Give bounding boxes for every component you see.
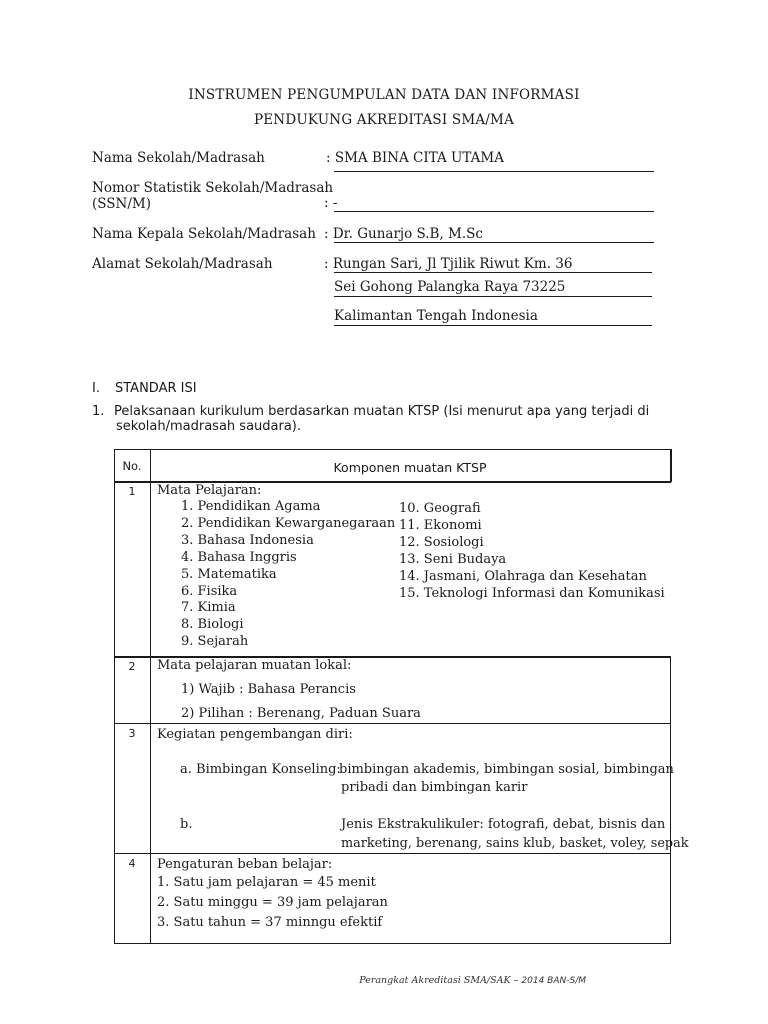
item-text-line-2: sekolah/madrasah saudara). — [116, 419, 302, 434]
row1-no: 1 — [128, 485, 136, 498]
table-header-no: No. — [122, 459, 142, 473]
row3-heading: Kegiatan pengembangan diri: — [157, 727, 353, 742]
address-line-3: Kalimantan Tengah Indonesia — [334, 308, 538, 324]
nss-underline — [334, 211, 654, 212]
row3-b-text-1: Jenis Ekstrakulikuler: fotografi, debat, bisnis dan — [341, 817, 666, 832]
row3-a-text-2: pribadi dan bimbingan karir — [341, 780, 528, 795]
school-name-underline — [334, 171, 654, 172]
subject-item: 3. Bahasa Indonesia — [181, 532, 314, 548]
row3-no: 3 — [128, 727, 136, 740]
subject-item: 2. Pendidikan Kewarganegaraan — [181, 515, 396, 531]
table-header-component: Komponen muatan KTSP — [333, 460, 487, 475]
subject-item: 9. Sejarah — [181, 634, 249, 650]
page-footer — [359, 975, 586, 986]
subject-item: 5. Matematika — [181, 566, 277, 582]
headmaster-value: : Dr. Gunarjo S.B, M.Sc — [324, 226, 483, 242]
section-number: I. — [92, 381, 100, 396]
subject-item: 13. Seni Budaya — [399, 551, 507, 567]
row2-no: 2 — [128, 660, 136, 673]
nss-label-line-2: (SSN/M) — [92, 196, 151, 212]
subject-item: 6. Fisika — [181, 583, 238, 599]
subject-item: 4. Bahasa Inggris — [181, 549, 297, 565]
subject-item: 7. Kimia — [181, 600, 236, 616]
item-text-line-1: Pelaksanaan kurikulum berdasarkan muatan KTSP (Isi menurut apa yang terjadi di — [114, 404, 650, 419]
row2-item-1: 1) Wajib : Bahasa Perancis — [181, 682, 356, 697]
footer-ban: 2014 BAN-S/M — [521, 976, 586, 986]
study-load-item: 2. Satu minggu = 39 jam pelajaran — [157, 895, 388, 910]
subject-item: 8. Biologi — [181, 617, 244, 633]
footer-text: Perangkat Akreditasi SMA/SAK – — [359, 975, 519, 986]
nss-label-line-1: Nomor Statistik Sekolah/Madrasah — [92, 180, 334, 196]
subject-item: 12. Sosiologi — [399, 534, 484, 550]
headmaster-underline — [334, 242, 654, 243]
school-name-value: : SMA BINA CITA UTAMA — [326, 150, 504, 166]
address-line-2: Sei Gohong Palangka Raya 73225 — [334, 279, 566, 295]
row2-item-2: 2) Pilihan : Berenang, Paduan Suara — [181, 706, 421, 721]
subject-item: 11. Ekonomi — [399, 517, 482, 533]
address-underline-3 — [334, 325, 652, 326]
row3-b-label: b. — [180, 817, 193, 832]
subject-item: 15. Teknologi Informasi dan Komunikasi — [399, 585, 665, 601]
study-load-item: 3. Satu tahun = 37 minngu efektif — [157, 915, 383, 930]
study-load-item: 1. Satu jam pelajaran = 45 menit — [157, 875, 376, 890]
document-title-line-1: INSTRUMEN PENGUMPULAN DATA DAN INFORMASI — [188, 87, 580, 103]
row3-a-text-1: bimbingan akademis, bimbingan sosial, bimbingan — [339, 762, 674, 777]
school-name-label: Nama Sekolah/Madrasah — [92, 150, 265, 166]
document-title-line-2: PENDUKUNG AKREDITASI SMA/MA — [253, 112, 515, 128]
row4-heading: Pengaturan beban belajar: — [157, 857, 333, 872]
row1-heading: Mata Pelajaran: — [157, 483, 262, 498]
row2-heading: Mata pelajaran muatan lokal: — [157, 658, 352, 673]
subject-item: 14. Jasmani, Olahraga dan Kesehatan — [399, 568, 647, 584]
address-underline-1 — [334, 272, 652, 273]
section-title: STANDAR ISI — [115, 381, 197, 396]
address-label: Alamat Sekolah/Madrasah — [92, 256, 273, 272]
row4-no: 4 — [128, 857, 136, 870]
address-underline-2 — [334, 296, 652, 297]
subject-item: 10. Geografi — [399, 501, 481, 516]
nss-value: : - — [324, 195, 338, 211]
item-number: 1. — [92, 404, 105, 419]
headmaster-label: Nama Kepala Sekolah/Madrasah — [92, 226, 316, 242]
subject-item: 1. Pendidikan Agama — [181, 499, 321, 514]
row3-b-text-2: marketing, berenang, sains klub, basket, voley, sepak — [341, 836, 689, 851]
row3-a-label: a. Bimbingan Konseling: — [180, 762, 341, 777]
address-line-1: : Rungan Sari, Jl Tjilik Riwut Km. 36 — [324, 256, 573, 272]
